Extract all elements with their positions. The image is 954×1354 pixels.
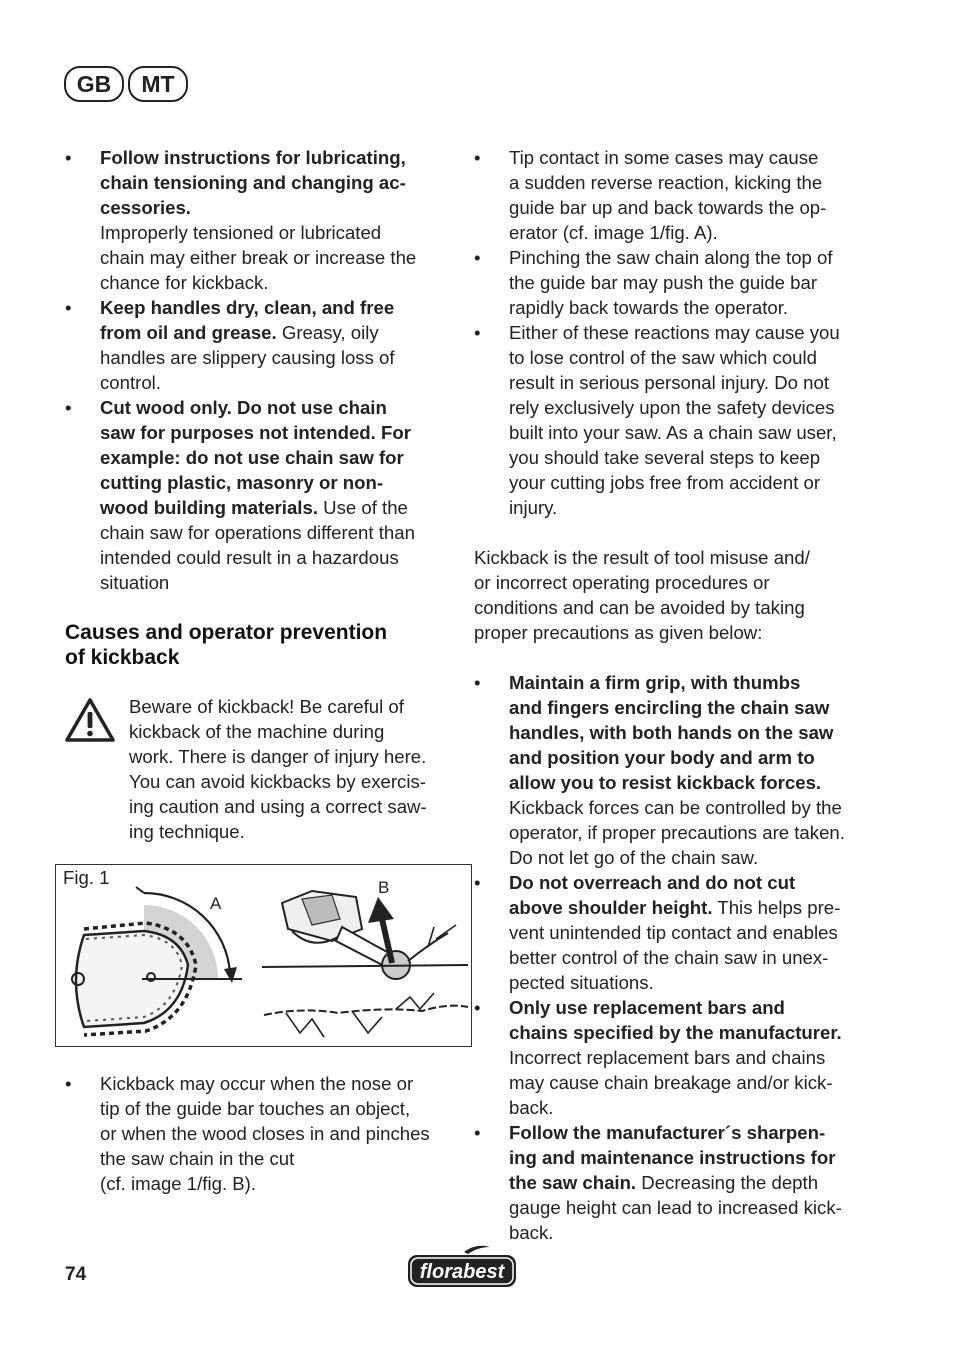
text-line: Maintain a firm grip, with thumbs [509,672,801,693]
text-line: the guide bar may push the guide bar [509,272,818,293]
right-column-bottom [474,670,884,1245]
text-line: chain may either break or increase the [100,247,417,268]
right-column-top [474,145,884,520]
text-line: cutting plastic, masonry or non- [100,472,384,493]
text-line: Pinching the saw chain along the top of [509,247,833,268]
bullet: • [65,397,72,418]
text-line: Incorrect replacement bars and chains [509,1047,826,1068]
list-item [474,995,884,1120]
text-line: Tip contact in some cases may cause [509,147,819,168]
left-column-bottom [65,1071,460,1196]
bullet: • [474,247,481,268]
text-line: conditions and can be avoided by taking [474,597,805,618]
bullet: • [474,997,481,1018]
text-line [509,895,884,920]
text-line: vent unintended tip contact and enables [509,922,838,943]
lang-badge-gb: GB [64,66,124,102]
text-line: handles, with both hands on the saw [509,722,834,743]
text-line: example: do not use chain saw for [100,447,404,468]
text-line: tip of the guide bar touches an object, [100,1098,411,1119]
text-line: control. [100,372,161,393]
bullet: • [65,147,72,168]
text-line: Keep handles dry, clean, and free [100,297,395,318]
list-item [474,1120,884,1245]
text-line: operator, if proper precautions are taken. [509,822,845,843]
list-item [474,670,884,870]
text-line: the saw chain in the cut [100,1148,295,1169]
text-line: injury. [509,497,558,518]
text-line: Do not overreach and do not cut [509,872,796,893]
bullet: • [474,872,481,893]
text-line: erator (cf. image 1/fig. A). [509,222,718,243]
text-line: gauge height can lead to increased kick- [509,1197,842,1218]
text-line: work. There is danger of injury here. [129,746,427,767]
text-line: Only use replacement bars and [509,997,785,1018]
text-line: handles are slippery causing loss of [100,347,395,368]
text-line: chance for kickback. [100,272,269,293]
bullet: • [65,297,72,318]
brand-text: florabest [419,1261,505,1283]
bullet: • [474,1122,481,1143]
text-line: (cf. image 1/fig. B). [100,1173,257,1194]
heading-line: of kickback [65,646,180,669]
normal-run: Use of the [317,497,408,518]
text-line: guide bar up and back towards the op- [509,197,827,218]
bullet: • [65,1073,72,1094]
section-heading [65,620,465,670]
marker-a: A [210,894,222,913]
text-line: You can avoid kickbacks by exercis- [129,771,426,792]
text-line: built into your saw. As a chain saw user, [509,422,837,443]
heading-line: Causes and operator prevention [65,621,388,644]
text-line: and position your body and arm to [509,747,815,768]
text-line: proper precautions as given below: [474,622,763,643]
list-item [65,295,460,395]
text-line: or incorrect operating procedures or [474,572,770,593]
text-line: pected situations. [509,972,654,993]
text-line [100,495,460,520]
text-line: saw for purposes not intended. For [100,422,411,443]
list-item [474,245,884,320]
text-line: your cutting jobs free from accident or [509,472,821,493]
text-line: allow you to resist kickback forces. [509,772,822,793]
text-line: Follow instructions for lubricating, [100,147,406,168]
text-line: back. [509,1222,554,1243]
text-line: may cause chain breakage and/or kick- [509,1072,833,1093]
text-line: result in serious personal injury. Do not [509,372,830,393]
text-line: a sudden reverse reaction, kicking the [509,172,823,193]
list-item [65,1071,460,1196]
text-line: ing caution and using a correct saw- [129,796,427,817]
text-line: Kickback may occur when the nose or [100,1073,414,1094]
normal-run: Decreasing the depth [636,1172,819,1193]
bold-run: wood building materials. [100,497,318,518]
text-line: Kickback forces can be controlled by the [509,797,842,818]
right-paragraph [474,545,884,645]
text-line: rapidly back towards the operator. [509,297,789,318]
left-column-top [65,145,460,595]
text-line: chains specified by the manufacturer. [509,1022,842,1043]
text-line: and fingers encircling the chain saw [509,697,830,718]
text-line: cessories. [100,197,191,218]
warning-triangle-icon [64,697,116,743]
normal-run: Greasy, oily [276,322,379,343]
page-number: 74 [65,1264,87,1285]
text-line: you should take several steps to keep [509,447,821,468]
list-item [65,395,460,595]
text-line: intended could result in a hazardous [100,547,399,568]
marker-b: B [378,878,390,897]
figure-label: Fig. 1 [63,867,110,888]
normal-run: This helps pre- [712,897,841,918]
text-line: Cut wood only. Do not use chain [100,397,387,418]
text-line: better control of the chain saw in unex- [509,947,829,968]
text-line: back. [509,1097,554,1118]
list-item [474,145,884,245]
florabest-logo [406,1244,518,1290]
text-line: or when the wood closes in and pinches [100,1123,430,1144]
bullet: • [474,147,481,168]
text-line: Improperly tensioned or lubricated [100,222,382,243]
text-line: Either of these reactions may cause you [509,322,840,343]
text-line: Do not let go of the chain saw. [509,847,759,868]
text-line: kickback of the machine during [129,721,385,742]
text-line: to lose control of the saw which could [509,347,817,368]
text-line: Kickback is the result of tool misuse and/ [474,547,810,568]
text-line: ing technique. [129,821,245,842]
text-line: chain tensioning and changing ac- [100,172,406,193]
bullet: • [474,322,481,343]
text-line: chain saw for operations different than [100,522,415,543]
kickback-illustration [56,865,470,1045]
bold-run: from oil and grease. [100,322,277,343]
list-item [474,870,884,995]
text-line [100,320,460,345]
text-line: ing and maintenance instructions for [509,1147,836,1168]
text-line [509,1170,884,1195]
text-line: Beware of kickback! Be careful of [129,696,404,717]
warning-text [129,694,454,844]
bullet: • [474,672,481,693]
figure-1 [55,864,472,1047]
list-item [65,145,460,295]
bold-run: the saw chain. [509,1172,637,1193]
list-item [474,320,884,520]
text-line: rely exclusively upon the safety devices [509,397,835,418]
text-line: Follow the manufacturer´s sharpen- [509,1122,826,1143]
lang-badge-mt: MT [128,66,188,102]
bold-run: above shoulder height. [509,897,713,918]
text-line: situation [100,572,170,593]
